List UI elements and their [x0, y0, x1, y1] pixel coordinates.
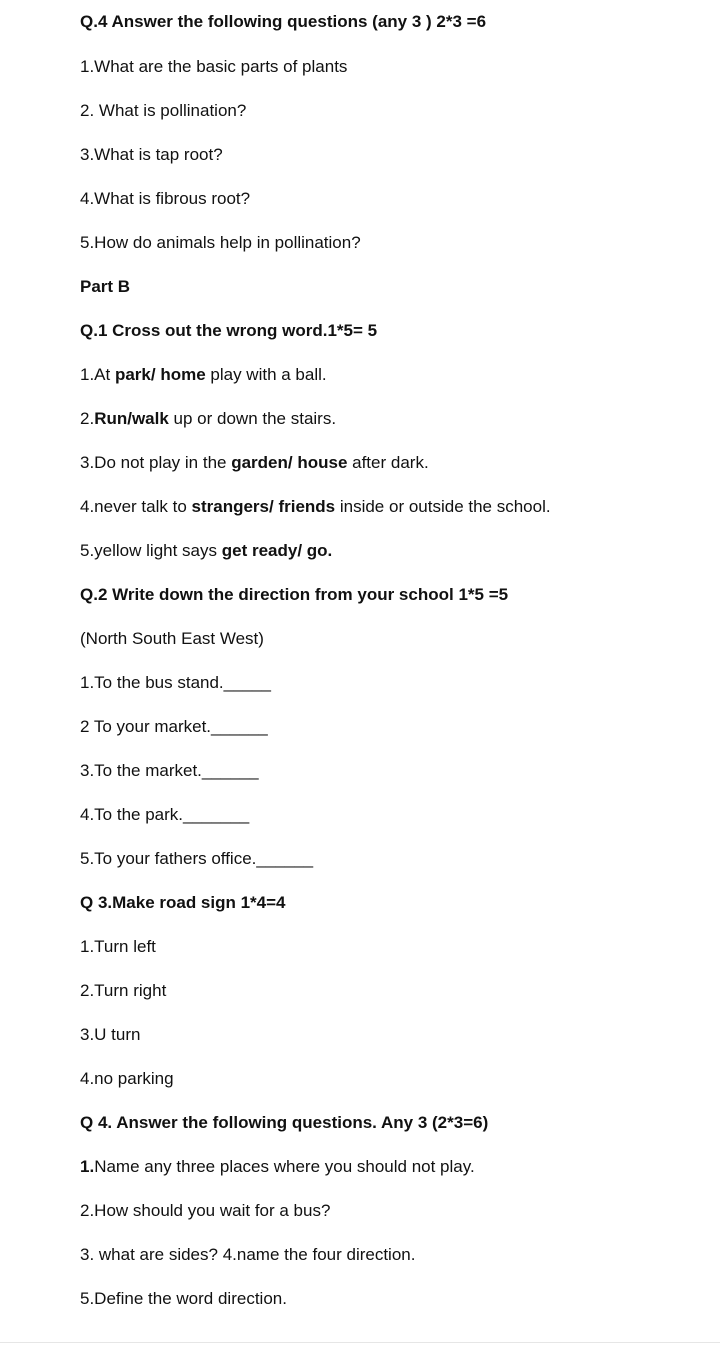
q1-heading: Q.1 Cross out the wrong word.1*5= 5 [80, 321, 378, 340]
q3-item-1: 1.Turn left [80, 937, 156, 956]
q4b-heading: Q 4. Answer the following questions. Any 3 (2*3=6) [80, 1113, 489, 1132]
q1-item-3: 3.Do not play in the garden/ house after dark. [80, 453, 429, 472]
q3-item-2: 2.Turn right [80, 981, 167, 1000]
q4-item-2: 2. What is pollination? [80, 101, 247, 120]
q4b-item-3: 3. what are sides? 4.name the four direction. [80, 1245, 416, 1264]
q4-item-3: 3.What is tap root? [80, 145, 223, 164]
q2-heading: Q.2 Write down the direction from your school 1*5 =5 [80, 585, 509, 604]
q3-item-4: 4.no parking [80, 1069, 174, 1088]
q4b-item-1: 1.Name any three places where you should not play. [80, 1157, 475, 1176]
q1-item-5: 5.yellow light says get ready/ go. [80, 541, 333, 560]
q3-item-3: 3.U turn [80, 1025, 141, 1044]
q1-item-1: 1.At park/ home play with a ball. [80, 365, 327, 384]
q4b-item-2: 2.How should you wait for a bus? [80, 1201, 331, 1220]
q4-item-1: 1.What are the basic parts of plants [80, 57, 348, 76]
q1-item-4: 4.never talk to strangers/ friends inside or outside the school. [80, 497, 551, 516]
page-bottom-divider [0, 1342, 720, 1343]
q4-heading: Q.4 Answer the following questions (any 3 ) 2*3 =6 [80, 12, 487, 31]
q2-item-2: 2 To your market.______ [80, 717, 268, 736]
q2-subheading: (North South East West) [80, 629, 264, 648]
q4-item-4: 4.What is fibrous root? [80, 189, 251, 208]
q1-item-2: 2.Run/walk up or down the stairs. [80, 409, 337, 428]
part-b-title: Part B [80, 277, 131, 296]
q2-item-5: 5.To your fathers office.______ [80, 849, 314, 868]
q2-item-1: 1.To the bus stand._____ [80, 673, 271, 692]
q4b-item-5: 5.Define the word direction. [80, 1289, 287, 1308]
q4-item-5: 5.How do animals help in pollination? [80, 233, 361, 252]
q2-item-3: 3.To the market.______ [80, 761, 259, 780]
q2-item-4: 4.To the park._______ [80, 805, 250, 824]
q3-heading: Q 3.Make road sign 1*4=4 [80, 893, 286, 912]
